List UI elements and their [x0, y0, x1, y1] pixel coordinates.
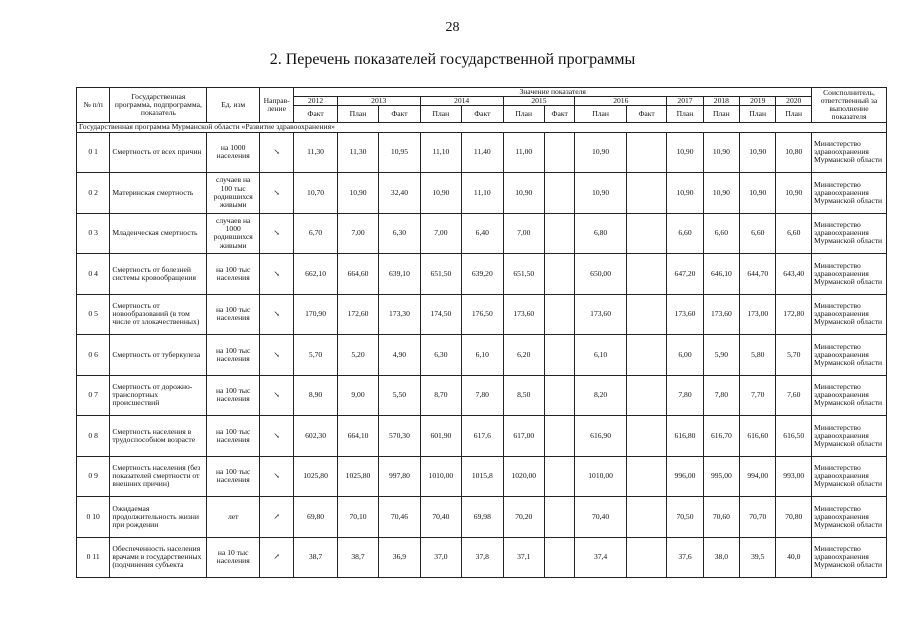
row-number: 0 4: [77, 254, 110, 295]
value-cell: 6,30: [420, 335, 461, 376]
value-cell: 616,60: [740, 416, 776, 457]
header-year: 2016: [575, 97, 667, 106]
header-sub-label: План: [667, 106, 703, 123]
arrow-down-right-icon: ↘: [273, 349, 280, 359]
arrow-down-right-icon: ↘: [273, 471, 280, 481]
unit-cell: на 100 тыс населения: [207, 416, 260, 457]
value-cell: 1020,00: [503, 456, 544, 497]
indicators-table: [76, 87, 887, 578]
value-cell: [626, 132, 666, 173]
value-cell: 174,50: [420, 294, 461, 335]
value-cell: [544, 173, 574, 214]
value-cell: 69,98: [462, 497, 503, 538]
coexecutor-cell: Министерство здравоохранения Мурманской области: [812, 294, 887, 335]
value-cell: 616,50: [776, 416, 812, 457]
value-cell: 1010,00: [420, 456, 461, 497]
unit-cell: случаев на 1000 родившихся живыми: [207, 213, 260, 254]
value-cell: 639,10: [379, 254, 420, 295]
value-cell: 617,00: [503, 416, 544, 457]
value-cell: 570,30: [379, 416, 420, 457]
value-cell: 616,70: [703, 416, 739, 457]
table-row: [77, 173, 887, 214]
value-cell: 70,20: [503, 497, 544, 538]
row-number: 0 1: [77, 132, 110, 173]
header-sub-label: Факт: [294, 106, 337, 123]
value-cell: 10,90: [503, 173, 544, 214]
header-sub-label: Факт: [462, 106, 503, 123]
value-cell: 173,60: [703, 294, 739, 335]
coexecutor-cell: Министерство здравоохранения Мурманской области: [812, 416, 887, 457]
table-row: [77, 254, 887, 295]
value-cell: 4,90: [379, 335, 420, 376]
table-row: [77, 497, 887, 538]
value-cell: [626, 294, 666, 335]
value-cell: 6,20: [503, 335, 544, 376]
value-cell: 8,50: [503, 375, 544, 416]
value-cell: 664,60: [337, 254, 378, 295]
value-cell: 996,00: [667, 456, 703, 497]
row-number: 0 9: [77, 456, 110, 497]
value-cell: 6,80: [575, 213, 627, 254]
coexecutor-cell: Министерство здравоохранения Мурманской области: [812, 456, 887, 497]
value-cell: 10,90: [667, 173, 703, 214]
header-year: 2017: [667, 97, 703, 106]
unit-cell: лет: [207, 497, 260, 538]
direction-cell: [259, 456, 293, 497]
arrow-down-right-icon: ↘: [273, 268, 280, 278]
header-value-group: Значение показателя: [294, 88, 812, 97]
value-cell: 38,7: [294, 537, 337, 578]
direction-cell: [259, 375, 293, 416]
direction-cell: [259, 132, 293, 173]
table-row: [77, 213, 887, 254]
header-year: 2012: [294, 97, 337, 106]
value-cell: 6,60: [740, 213, 776, 254]
value-cell: 10,90: [776, 173, 812, 214]
header-year: 2020: [776, 97, 812, 106]
value-cell: 1025,80: [337, 456, 378, 497]
value-cell: 616,90: [575, 416, 627, 457]
value-cell: 10,90: [337, 173, 378, 214]
value-cell: 8,90: [294, 375, 337, 416]
value-cell: 5,50: [379, 375, 420, 416]
value-cell: 651,50: [420, 254, 461, 295]
value-cell: 70,60: [703, 497, 739, 538]
value-cell: 11,10: [462, 173, 503, 214]
direction-cell: [259, 335, 293, 376]
value-cell: 37,4: [575, 537, 627, 578]
header-sub-label: План: [575, 106, 627, 123]
header-sub-label: План: [740, 106, 776, 123]
value-cell: 650,00: [575, 254, 627, 295]
direction-cell: [259, 213, 293, 254]
indicator-name: Обеспеченность населения врачами в государственных (подчинения субъекта: [110, 537, 207, 578]
value-cell: 36,9: [379, 537, 420, 578]
value-cell: [544, 497, 574, 538]
value-cell: 38,7: [337, 537, 378, 578]
row-number: 0 6: [77, 335, 110, 376]
value-cell: 37,8: [462, 537, 503, 578]
value-cell: 6,10: [575, 335, 627, 376]
indicator-name: Материнская смертность: [110, 173, 207, 214]
value-cell: 173,60: [503, 294, 544, 335]
value-cell: 6,00: [667, 335, 703, 376]
value-cell: 11,40: [462, 132, 503, 173]
page-number: 28: [445, 20, 460, 35]
value-cell: 651,50: [503, 254, 544, 295]
value-cell: 5,70: [776, 335, 812, 376]
value-cell: 173,60: [575, 294, 627, 335]
header-year: 2015: [503, 97, 575, 106]
value-cell: 7,80: [667, 375, 703, 416]
direction-cell: [259, 294, 293, 335]
value-cell: 647,20: [667, 254, 703, 295]
arrow-down-right-icon: ↘: [273, 390, 280, 400]
value-cell: 1015,8: [462, 456, 503, 497]
table-row: [77, 375, 887, 416]
arrow-down-right-icon: ↘: [273, 147, 280, 157]
indicator-name: Смертность от всех причин: [110, 132, 207, 173]
value-cell: 173,30: [379, 294, 420, 335]
arrow-down-right-icon: ↘: [273, 430, 280, 440]
value-cell: 70,40: [575, 497, 627, 538]
coexecutor-cell: Министерство здравоохранения Мурманской области: [812, 132, 887, 173]
value-cell: [544, 416, 574, 457]
header-year: 2013: [337, 97, 420, 106]
value-cell: [626, 416, 666, 457]
value-cell: [626, 375, 666, 416]
value-cell: 7,00: [337, 213, 378, 254]
value-cell: 5,70: [294, 335, 337, 376]
value-cell: 8,70: [420, 375, 461, 416]
value-cell: 8,20: [575, 375, 627, 416]
value-cell: 6,70: [294, 213, 337, 254]
arrow-down-right-icon: ↘: [273, 228, 280, 238]
value-cell: 11,10: [420, 132, 461, 173]
value-cell: 70,80: [776, 497, 812, 538]
row-number: 0 2: [77, 173, 110, 214]
value-cell: 646,10: [703, 254, 739, 295]
value-cell: 617,6: [462, 416, 503, 457]
header-sub-label: План: [503, 106, 544, 123]
unit-cell: на 100 тыс населения: [207, 375, 260, 416]
value-cell: 172,80: [776, 294, 812, 335]
value-cell: 6,40: [462, 213, 503, 254]
value-cell: 10,90: [740, 132, 776, 173]
header-year: 2018: [703, 97, 739, 106]
program-title: Государственная программа Мурманской области «Развитие здравоохранения»: [77, 123, 887, 132]
value-cell: 11,00: [503, 132, 544, 173]
header-direction: Направ-ление: [259, 88, 293, 123]
value-cell: 40,0: [776, 537, 812, 578]
value-cell: 176,50: [462, 294, 503, 335]
table-row: [77, 335, 887, 376]
value-cell: 7,70: [740, 375, 776, 416]
value-cell: 6,10: [462, 335, 503, 376]
table-header: [77, 88, 887, 123]
value-cell: 994,00: [740, 456, 776, 497]
value-cell: 5,20: [337, 335, 378, 376]
value-cell: [544, 294, 574, 335]
unit-cell: на 100 тыс населения: [207, 294, 260, 335]
indicator-name: Смертность населения в трудоспособном возрасте: [110, 416, 207, 457]
indicator-name: Ожидаемая продолжительность жизни при рождении: [110, 497, 207, 538]
direction-cell: [259, 497, 293, 538]
value-cell: [544, 375, 574, 416]
value-cell: 70,10: [337, 497, 378, 538]
value-cell: [626, 173, 666, 214]
row-number: 0 10: [77, 497, 110, 538]
value-cell: 37,0: [420, 537, 461, 578]
row-number: 0 5: [77, 294, 110, 335]
value-cell: 7,00: [503, 213, 544, 254]
value-cell: [544, 254, 574, 295]
value-cell: 10,90: [575, 132, 627, 173]
value-cell: [544, 213, 574, 254]
value-cell: 10,90: [667, 132, 703, 173]
value-cell: 172,60: [337, 294, 378, 335]
direction-cell: [259, 254, 293, 295]
value-cell: 995,00: [703, 456, 739, 497]
value-cell: 69,80: [294, 497, 337, 538]
row-number: 0 11: [77, 537, 110, 578]
value-cell: 11,30: [294, 132, 337, 173]
value-cell: 10,90: [740, 173, 776, 214]
value-cell: 10,90: [420, 173, 461, 214]
value-cell: 1025,80: [294, 456, 337, 497]
table-row: [77, 456, 887, 497]
header-num: № п/п: [77, 88, 110, 123]
value-cell: 38,0: [703, 537, 739, 578]
value-cell: 644,70: [740, 254, 776, 295]
arrow-down-right-icon: ↘: [273, 309, 280, 319]
indicator-name: Смертность от болезней системы кровообращения: [110, 254, 207, 295]
unit-cell: на 1000 населения: [207, 132, 260, 173]
value-cell: 6,60: [703, 213, 739, 254]
table-row: [77, 294, 887, 335]
value-cell: 7,80: [703, 375, 739, 416]
row-number: 0 7: [77, 375, 110, 416]
value-cell: 6,30: [379, 213, 420, 254]
value-cell: 39,5: [740, 537, 776, 578]
value-cell: [544, 456, 574, 497]
value-cell: 6,60: [776, 213, 812, 254]
value-cell: 616,80: [667, 416, 703, 457]
row-number: 0 8: [77, 416, 110, 457]
value-cell: [626, 213, 666, 254]
value-cell: 7,60: [776, 375, 812, 416]
header-unit: Ед. изм: [207, 88, 260, 123]
coexecutor-cell: Министерство здравоохранения Мурманской области: [812, 213, 887, 254]
direction-cell: [259, 537, 293, 578]
table-row: [77, 132, 887, 173]
value-cell: [544, 335, 574, 376]
direction-cell: [259, 173, 293, 214]
indicator-name: Смертность от новообразований (в том числе от злокачественных): [110, 294, 207, 335]
value-cell: 997,80: [379, 456, 420, 497]
header-sub-label: План: [337, 106, 378, 123]
value-cell: 10,90: [575, 173, 627, 214]
value-cell: 662,10: [294, 254, 337, 295]
value-cell: [544, 132, 574, 173]
unit-cell: на 100 тыс населения: [207, 254, 260, 295]
value-cell: 1010,00: [575, 456, 627, 497]
coexecutor-cell: Министерство здравоохранения Мурманской области: [812, 537, 887, 578]
unit-cell: на 10 тыс населения: [207, 537, 260, 578]
indicator-name: Смертность населения (без показателей смертности от внешних причин): [110, 456, 207, 497]
header-sub-label: План: [776, 106, 812, 123]
value-cell: 173,60: [667, 294, 703, 335]
arrow-up-right-icon: ↗: [273, 511, 280, 521]
value-cell: 639,20: [462, 254, 503, 295]
value-cell: [626, 497, 666, 538]
header-year: 2019: [740, 97, 776, 106]
unit-cell: на 100 тыс населения: [207, 456, 260, 497]
coexecutor-cell: Министерство здравоохранения Мурманской области: [812, 375, 887, 416]
value-cell: 664,10: [337, 416, 378, 457]
value-cell: [626, 537, 666, 578]
value-cell: 6,60: [667, 213, 703, 254]
header-coexecutor: Соисполнитель, ответственный за выполнение показателя: [812, 88, 887, 123]
value-cell: 37,1: [503, 537, 544, 578]
value-cell: 11,30: [337, 132, 378, 173]
value-cell: [626, 456, 666, 497]
header-sub-label: Факт: [626, 106, 666, 123]
program-row: [77, 123, 887, 132]
value-cell: 10,70: [294, 173, 337, 214]
table-row: [77, 416, 887, 457]
direction-cell: [259, 416, 293, 457]
value-cell: [544, 537, 574, 578]
header-program: Государственная программа, подпрограмма, показатель: [110, 88, 207, 123]
value-cell: 173,00: [740, 294, 776, 335]
value-cell: 9,00: [337, 375, 378, 416]
value-cell: 5,90: [703, 335, 739, 376]
coexecutor-cell: Министерство здравоохранения Мурманской области: [812, 335, 887, 376]
value-cell: 10,90: [703, 173, 739, 214]
value-cell: 7,00: [420, 213, 461, 254]
value-cell: 70,40: [420, 497, 461, 538]
arrow-down-right-icon: ↘: [273, 187, 280, 197]
row-number: 0 3: [77, 213, 110, 254]
value-cell: 170,90: [294, 294, 337, 335]
header-year: 2014: [420, 97, 503, 106]
value-cell: [626, 335, 666, 376]
value-cell: 70,50: [667, 497, 703, 538]
unit-cell: на 100 тыс населения: [207, 335, 260, 376]
header-sub-label: Факт: [379, 106, 420, 123]
coexecutor-cell: Министерство здравоохранения Мурманской области: [812, 254, 887, 295]
value-cell: 5,80: [740, 335, 776, 376]
table-row: [77, 537, 887, 578]
value-cell: 70,46: [379, 497, 420, 538]
value-cell: 32,40: [379, 173, 420, 214]
value-cell: 7,80: [462, 375, 503, 416]
unit-cell: случаев на 100 тыс родившихся живыми: [207, 173, 260, 214]
header-sub-label: Факт: [544, 106, 574, 123]
value-cell: 602,30: [294, 416, 337, 457]
coexecutor-cell: Министерство здравоохранения Мурманской области: [812, 497, 887, 538]
value-cell: 10,90: [703, 132, 739, 173]
header-sub-label: План: [703, 106, 739, 123]
value-cell: 643,40: [776, 254, 812, 295]
value-cell: 70,70: [740, 497, 776, 538]
value-cell: 601,90: [420, 416, 461, 457]
indicator-name: Смертность от туберкулеза: [110, 335, 207, 376]
value-cell: 37,6: [667, 537, 703, 578]
coexecutor-cell: Министерство здравоохранения Мурманской области: [812, 173, 887, 214]
document-title: 2. Перечень показателей государственной программы: [269, 51, 636, 68]
value-cell: [626, 254, 666, 295]
value-cell: 10,95: [379, 132, 420, 173]
indicator-name: Младенческая смертность: [110, 213, 207, 254]
header-sub-label: План: [420, 106, 461, 123]
value-cell: 993,00: [776, 456, 812, 497]
value-cell: 10,80: [776, 132, 812, 173]
table-body: [77, 123, 887, 578]
arrow-up-right-icon: ↗: [273, 552, 280, 562]
indicator-name: Смертность от дорожно-транспортных происшествий: [110, 375, 207, 416]
